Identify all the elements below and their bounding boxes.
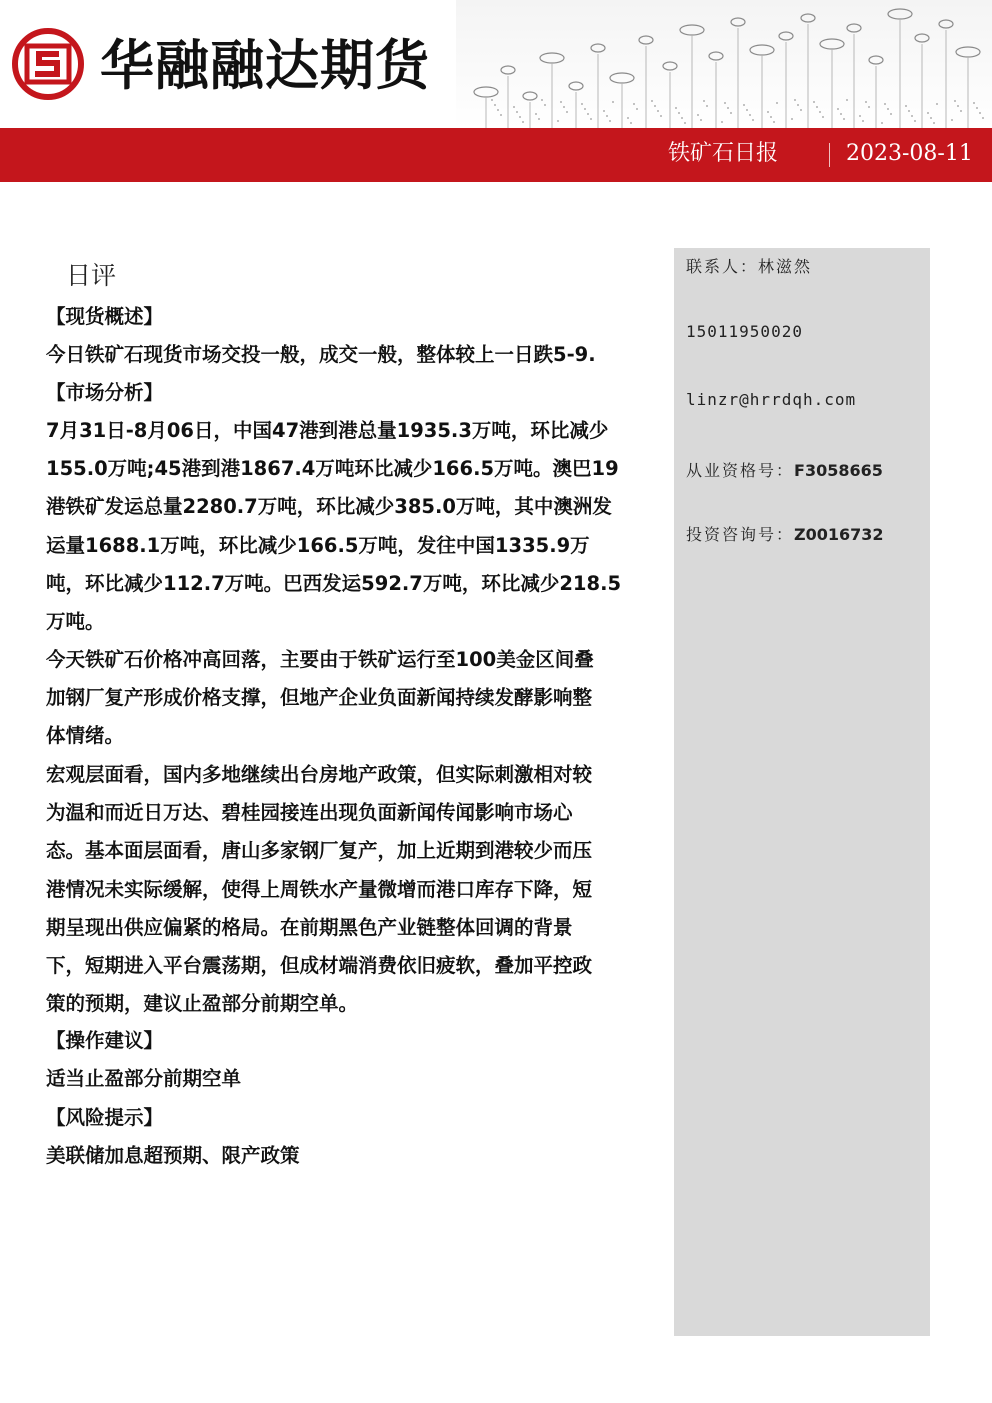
title-band	[0, 128, 992, 182]
paragraph-line: 吨，环比减少112.7万吨。巴西发运592.7万吨，环比减少218.5	[46, 571, 622, 595]
market-paragraph-shipments	[46, 412, 646, 641]
section-heading-spot: 【现货概述】	[46, 305, 164, 328]
paragraph-line: 为温和而近日万达、碧桂园接连出现负面新闻传闻影响市场心	[46, 801, 573, 825]
paragraph-line: 加钢厂复产形成价格支撑，但地产企业负面新闻持续发酵影响整	[46, 686, 593, 710]
contact-person: 联系人：林滋然	[686, 257, 813, 276]
advisory-number: 投资咨询号：Z0016732	[686, 525, 884, 544]
advice-text: 适当止盈部分前期空单	[46, 1067, 242, 1090]
paragraph-line: 155.0万吨;45港到港1867.4万吨环比减少166.5万吨。澳巴19	[46, 457, 619, 481]
spot-summary: 今日铁矿石现货市场交投一般，成交一般，整体较上一日跌5-9.	[46, 343, 596, 366]
paragraph-line: 港铁矿发运总量2280.7万吨，环比减少385.0万吨，其中澳洲发	[46, 495, 612, 519]
paragraph-line: 万吨。	[46, 610, 105, 634]
company-name: 华融融达期货	[100, 33, 430, 97]
report-type: 铁矿石日报	[668, 141, 779, 166]
review-title: 日评	[66, 261, 117, 290]
risk-text: 美联储加息超预期、限产政策	[46, 1144, 300, 1167]
contact-phone: 15011950020	[686, 322, 803, 341]
company-logo-icon	[12, 28, 84, 100]
paragraph-line: 期呈现出供应偏紧的格局。在前期黑色产业链整体回调的背景	[46, 915, 573, 939]
paragraph-line: 7月31日-8月06日，中国47港到港总量1935.3万吨，环比减少	[46, 419, 609, 442]
license-number: 从业资格号：F3058665	[686, 461, 883, 480]
section-heading-risk: 【风险提示】	[46, 1106, 164, 1129]
paragraph-line: 今天铁矿石价格冲高回落，主要由于铁矿运行至100美金区间叠	[46, 648, 594, 671]
paragraph-line: 态。基本面层面看，唐山多家钢厂复产，加上近期到港较少而压	[46, 839, 593, 863]
market-paragraph-price	[46, 641, 646, 756]
paragraph-line: 策的预期，建议止盈部分前期空单。	[46, 992, 359, 1016]
header-decoration	[456, 0, 992, 128]
paragraph-line: 宏观层面看，国内多地继续出台房地产政策，但实际刺激相对较	[46, 763, 593, 786]
band-divider	[829, 143, 830, 167]
section-heading-advice: 【操作建议】	[46, 1029, 164, 1052]
market-paragraph-macro	[46, 756, 646, 1023]
paragraph-line: 体情绪。	[46, 724, 125, 748]
report-header	[0, 0, 992, 182]
report-date: 2023-08-11	[846, 141, 973, 166]
contact-sidebar	[674, 248, 930, 1336]
paragraph-line: 港情况未实际缓解，使得上周铁水产量微增而港口库存下降，短	[46, 877, 593, 901]
paragraph-line: 下，短期进入平台震荡期，但成材端消费依旧疲软，叠加平控政	[46, 954, 593, 978]
paragraph-line: 运量1688.1万吨，环比减少166.5万吨，发往中国1335.9万	[46, 533, 590, 557]
section-heading-market: 【市场分析】	[46, 381, 164, 404]
contact-email: linzr@hrrdqh.com	[686, 390, 857, 409]
